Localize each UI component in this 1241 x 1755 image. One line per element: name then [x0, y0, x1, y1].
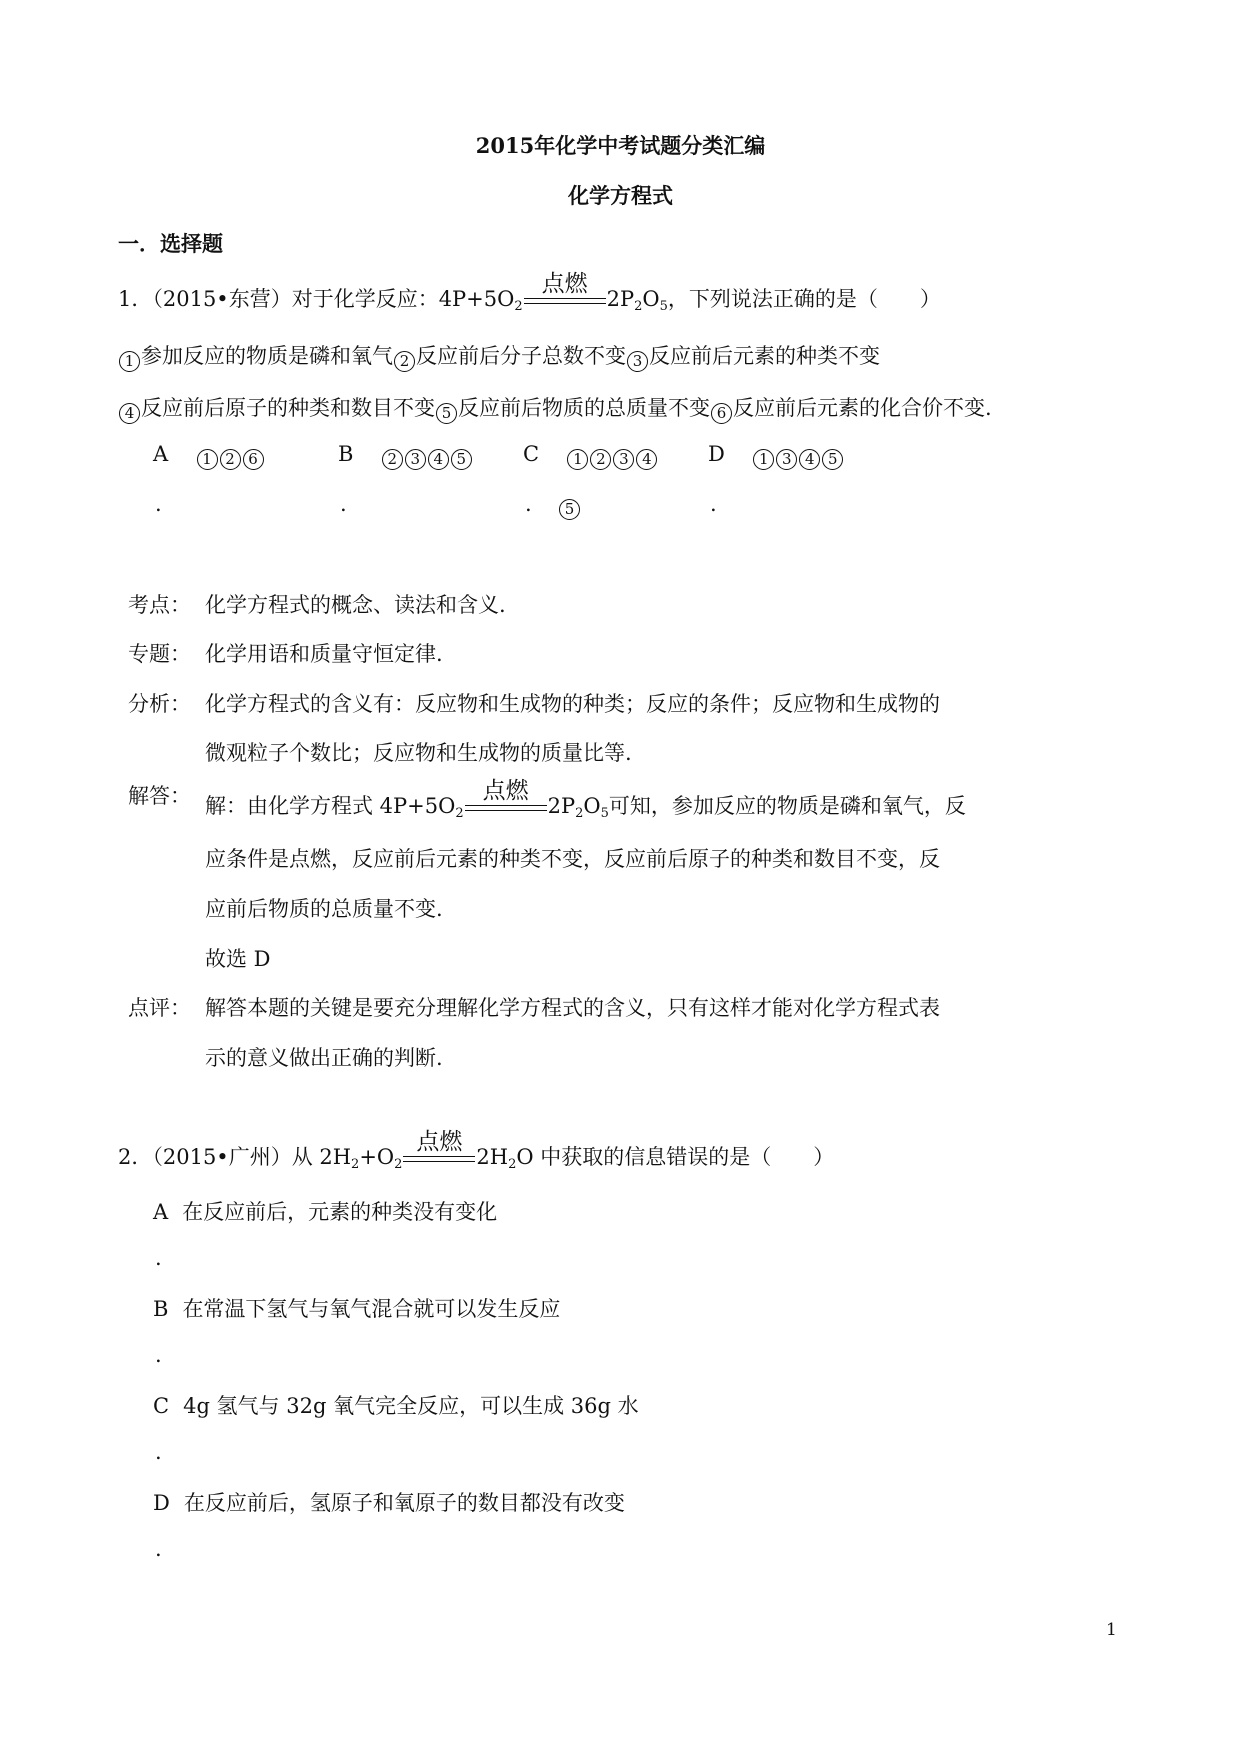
equals-sign [403, 1156, 475, 1162]
dianping-line-2: 示的意义做出正确的判断. [205, 1046, 443, 1070]
circled-number-2: 2 [394, 351, 415, 372]
q2-product-sub: 2 [508, 1157, 517, 1172]
circled-number-3: 3 [627, 351, 648, 372]
option-dot: . [155, 1440, 162, 1464]
q2-product-a: 2H [476, 1145, 509, 1169]
fenxi-line-1: 化学方程式的含义有：反应物和生成物的种类；反应的条件；反应物和生成物的 [205, 692, 940, 716]
option-dot: . [155, 1246, 162, 1270]
jieda-prefix: 解：由化学方程式 4P+5O [205, 794, 456, 818]
circled-number: 2 [220, 449, 241, 470]
q1-stem-prefix: 1．（2015•东营）对于化学反应：4P+5O [118, 287, 515, 311]
q1-statements-line2 [118, 392, 992, 424]
circled-number-6: 6 [711, 403, 732, 424]
q2-stem-suffix: 中获取的信息错误的是（ ） [533, 1145, 835, 1169]
circled-number: 3 [405, 449, 426, 470]
circled-number: 6 [243, 449, 264, 470]
reaction-condition [403, 1129, 475, 1159]
option-C[interactable] [523, 442, 658, 470]
q2-option-D[interactable] [153, 1487, 625, 1517]
option-letter: C [153, 1394, 170, 1418]
dianping-label: 点评： [128, 996, 191, 1020]
condition-label: 点燃 [541, 271, 588, 297]
q1-statements-line1 [118, 340, 880, 372]
equals-sign [524, 298, 606, 304]
option-letter: A [153, 1200, 169, 1224]
option-text: 在反应前后，氢原子和氧原子的数目都没有改变 [183, 1491, 625, 1515]
option-dot: . [710, 492, 717, 516]
q2-product-b: O [516, 1145, 534, 1169]
q1-product-b: O [642, 287, 660, 311]
q2-o2-subscript: 2 [394, 1157, 403, 1172]
option-text: 4g 氢气与 32g 氧气完全反应，可以生成 36g 水 [183, 1394, 639, 1418]
condition-label: 点燃 [482, 778, 529, 804]
equals-sign [465, 805, 547, 811]
reaction-condition [465, 778, 547, 808]
document-subtitle: 化学方程式 [568, 183, 673, 208]
option-dot: . [525, 492, 532, 516]
product-sub2: 5 [600, 806, 609, 821]
zhuanti-text: 化学用语和质量守恒定律. [205, 642, 443, 666]
q2-plus: +O [359, 1145, 395, 1169]
option-letter: D [153, 1491, 170, 1515]
fenxi-label: 分析： [128, 692, 191, 716]
q2-h2-subscript: 2 [351, 1157, 360, 1172]
statement-text: 反应前后物质的总质量不变 [458, 396, 710, 420]
fenxi-line-2: 微观粒子个数比；反应物和生成物的质量比等. [205, 741, 632, 765]
jieda-line-1 [205, 778, 966, 821]
option-letter: A [153, 442, 169, 466]
jieda-line-3: 应前后物质的总质量不变. [205, 897, 443, 921]
circled-number: 4 [799, 449, 820, 470]
circled-number: 5 [559, 499, 580, 520]
circled-number: 5 [451, 449, 472, 470]
q2-option-B[interactable] [153, 1293, 560, 1323]
circled-number-1: 1 [119, 351, 140, 372]
section-heading: 一．选择题 [118, 231, 223, 256]
circled-number: 2 [382, 449, 403, 470]
option-C-extra [558, 492, 581, 520]
circled-number: 4 [428, 449, 449, 470]
q2-option-C[interactable] [153, 1390, 639, 1420]
jieda-line-4: 故选 D [205, 947, 271, 971]
option-letter: B [153, 1297, 169, 1321]
statement-text: 反应前后原子的种类和数目不变 [141, 396, 435, 420]
circled-number: 5 [822, 449, 843, 470]
option-dot: . [155, 1343, 162, 1367]
circled-number-4: 4 [119, 403, 140, 424]
option-letter: B [338, 442, 354, 466]
o2-subscript: 2 [455, 806, 464, 821]
document-title: 2015年化学中考试题分类汇编 [475, 133, 766, 158]
q1-product-sub1: 2 [634, 299, 643, 314]
condition-label: 点燃 [416, 1129, 463, 1155]
option-text: 在常温下氢气与氧气混合就可以发生反应 [182, 1297, 561, 1321]
q1-product-a: 2P [606, 287, 635, 311]
q2-stem-prefix: 2．（2015•广州）从 2H [118, 1145, 352, 1169]
circled-number: 1 [567, 449, 588, 470]
product-sub1: 2 [575, 806, 584, 821]
circled-number: 2 [590, 449, 611, 470]
option-dot: . [155, 1537, 162, 1561]
option-B[interactable] [338, 442, 473, 470]
statement-text: 参加反应的物质是磷和氧气 [141, 344, 393, 368]
circled-number: 3 [613, 449, 634, 470]
option-D[interactable] [708, 442, 844, 470]
statement-text: 反应前后元素的种类不变 [649, 344, 880, 368]
option-A[interactable] [153, 442, 265, 470]
q1-product-sub2: 5 [659, 299, 668, 314]
option-letter: C [523, 442, 540, 466]
zhuanti-label: 专题： [128, 642, 191, 666]
q1-stem-suffix: ，下列说法正确的是（ ） [667, 287, 941, 311]
circled-number: 4 [636, 449, 657, 470]
jieda-suffix: 可知，参加反应的物质是磷和氧气，反 [608, 794, 966, 818]
question-1-stem [118, 271, 941, 314]
circled-number: 1 [753, 449, 774, 470]
reaction-condition [524, 271, 606, 301]
jieda-label: 解答： [128, 784, 191, 808]
option-dot: . [155, 492, 162, 516]
circled-number-5: 5 [436, 403, 457, 424]
product-a: 2P [547, 794, 576, 818]
q2-option-A[interactable] [153, 1196, 497, 1226]
option-letter: D [708, 442, 725, 466]
kaodian-text: 化学方程式的概念、读法和含义. [205, 593, 506, 617]
page-number: 1 [1106, 1620, 1117, 1640]
statement-text: 反应前后分子总数不变 [416, 344, 626, 368]
question-2-stem [118, 1129, 835, 1172]
q1-o2-subscript: 2 [514, 299, 523, 314]
option-text: 在反应前后，元素的种类没有变化 [182, 1200, 498, 1224]
dianping-line-1: 解答本题的关键是要充分理解化学方程式的含义，只有这样才能对化学方程式表 [205, 996, 940, 1020]
product-b: O [583, 794, 601, 818]
kaodian-label: 考点： [128, 593, 191, 617]
circled-number: 1 [197, 449, 218, 470]
statement-text: 反应前后元素的化合价不变. [733, 396, 992, 420]
jieda-line-2: 应条件是点燃，反应前后元素的种类不变，反应前后原子的种类和数目不变，反 [205, 847, 940, 871]
option-dot: . [340, 492, 347, 516]
circled-number: 3 [776, 449, 797, 470]
